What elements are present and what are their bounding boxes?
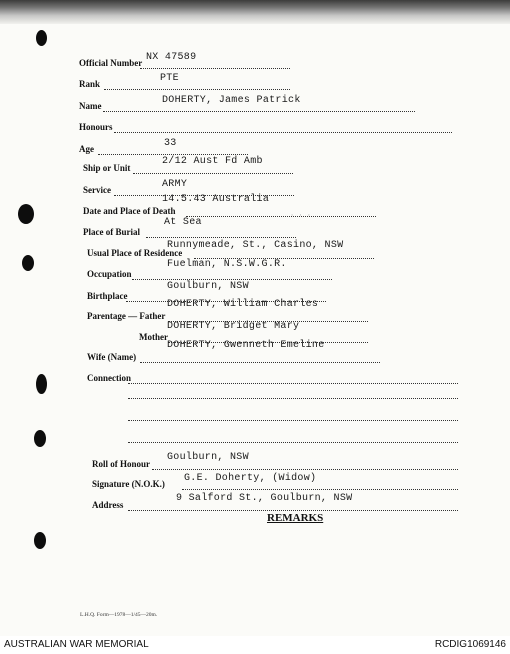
address-row (0, 492, 510, 512)
name-line (103, 111, 415, 112)
roll-row (0, 452, 510, 472)
residence-value: Runnymeade, St., Casino, NSW (167, 240, 344, 251)
rank-line (104, 89, 290, 90)
residence-label: Usual Place of Residence (87, 248, 183, 258)
scan-edge-shadow (0, 0, 510, 24)
age-label: Age (79, 144, 94, 154)
name-value: DOHERTY, James Patrick (162, 95, 301, 106)
signature-line (182, 489, 458, 490)
burial-row (0, 218, 510, 238)
signature-label: Signature (N.O.K.) (92, 479, 165, 489)
birthplace-label: Birthplace (87, 291, 128, 301)
ink-smudge: · · · (290, 212, 312, 220)
rank-row (0, 72, 510, 92)
punch-hole (34, 430, 46, 447)
official-number-label: Official Number (79, 58, 143, 68)
occupation-value: Fuelman, N.S.W.G.R. (167, 259, 287, 270)
official-number-line (140, 68, 290, 69)
official-number-row (0, 52, 510, 72)
service-value: ARMY (162, 179, 188, 190)
death-line (186, 216, 376, 217)
connection-line (128, 383, 458, 384)
connection-row (0, 368, 510, 388)
roll-line (152, 469, 458, 470)
wife-line (140, 362, 380, 363)
signature-row (0, 472, 510, 492)
occupation-label: Occupation (87, 269, 132, 279)
rank-label: Rank (79, 79, 101, 89)
name-row (0, 94, 510, 114)
occupation-row (0, 260, 510, 280)
ship-line (133, 173, 293, 174)
father-value: DOHERTY, William Charles (167, 299, 319, 310)
age-line (98, 154, 248, 155)
roll-label: Roll of Honour (92, 459, 151, 469)
occupation-line (132, 279, 332, 280)
ship-value: 2/12 Aust Fd Amb (162, 156, 263, 167)
mother-label: Mother (139, 332, 168, 342)
birthplace-value: Goulburn, NSW (167, 281, 249, 292)
death-label: Date and Place of Death (83, 206, 176, 216)
mother-row (0, 322, 510, 342)
burial-line (146, 237, 296, 238)
honours-label: Honours (79, 122, 113, 132)
residence-row (0, 240, 510, 260)
archive-footer (0, 636, 510, 654)
signature-value: G.E. Doherty, (Widow) (184, 473, 317, 484)
wife-row (0, 340, 510, 360)
connection-line-2 (128, 398, 458, 399)
burial-label: Place of Burial (83, 227, 140, 237)
form-reference: L.H.Q. Form—1978—1/45—20m. (80, 612, 158, 618)
remarks-heading: REMARKS (267, 512, 324, 524)
name-label: Name (79, 101, 102, 111)
connection-line-4 (128, 442, 458, 443)
wife-value: DOHERTY, Gwenneth Emeline (167, 340, 325, 351)
rank-value: PTE (160, 73, 179, 84)
ship-row (0, 156, 510, 176)
connection-line-3 (128, 420, 458, 421)
address-line (128, 510, 458, 511)
ship-label: Ship or Unit (83, 163, 131, 173)
age-value: 33 (164, 138, 177, 149)
death-row (0, 196, 510, 216)
burial-value: At Sea (164, 217, 202, 228)
punch-hole (34, 532, 46, 549)
honours-line (114, 132, 452, 133)
father-row (0, 300, 510, 320)
honours-row (0, 118, 510, 138)
age-row (0, 138, 510, 158)
address-value: 9 Salford St., Goulburn, NSW (176, 493, 353, 504)
official-number-value: NX 47589 (146, 52, 197, 63)
service-label: Service (83, 185, 111, 195)
record-id: RCDIG1069146 (434, 639, 506, 650)
punch-hole (36, 30, 47, 46)
mother-value: DOHERTY, Bridget Mary (167, 321, 300, 332)
death-value: 14.5.43 Australia (162, 194, 270, 205)
archive-name: AUSTRALIAN WAR MEMORIAL (4, 639, 149, 650)
father-label: Parentage — Father (87, 311, 166, 321)
connection-label: Connection (87, 373, 132, 383)
wife-label: Wife (Name) (87, 352, 137, 362)
roll-value: Goulburn, NSW (167, 452, 249, 463)
address-label: Address (92, 500, 124, 510)
